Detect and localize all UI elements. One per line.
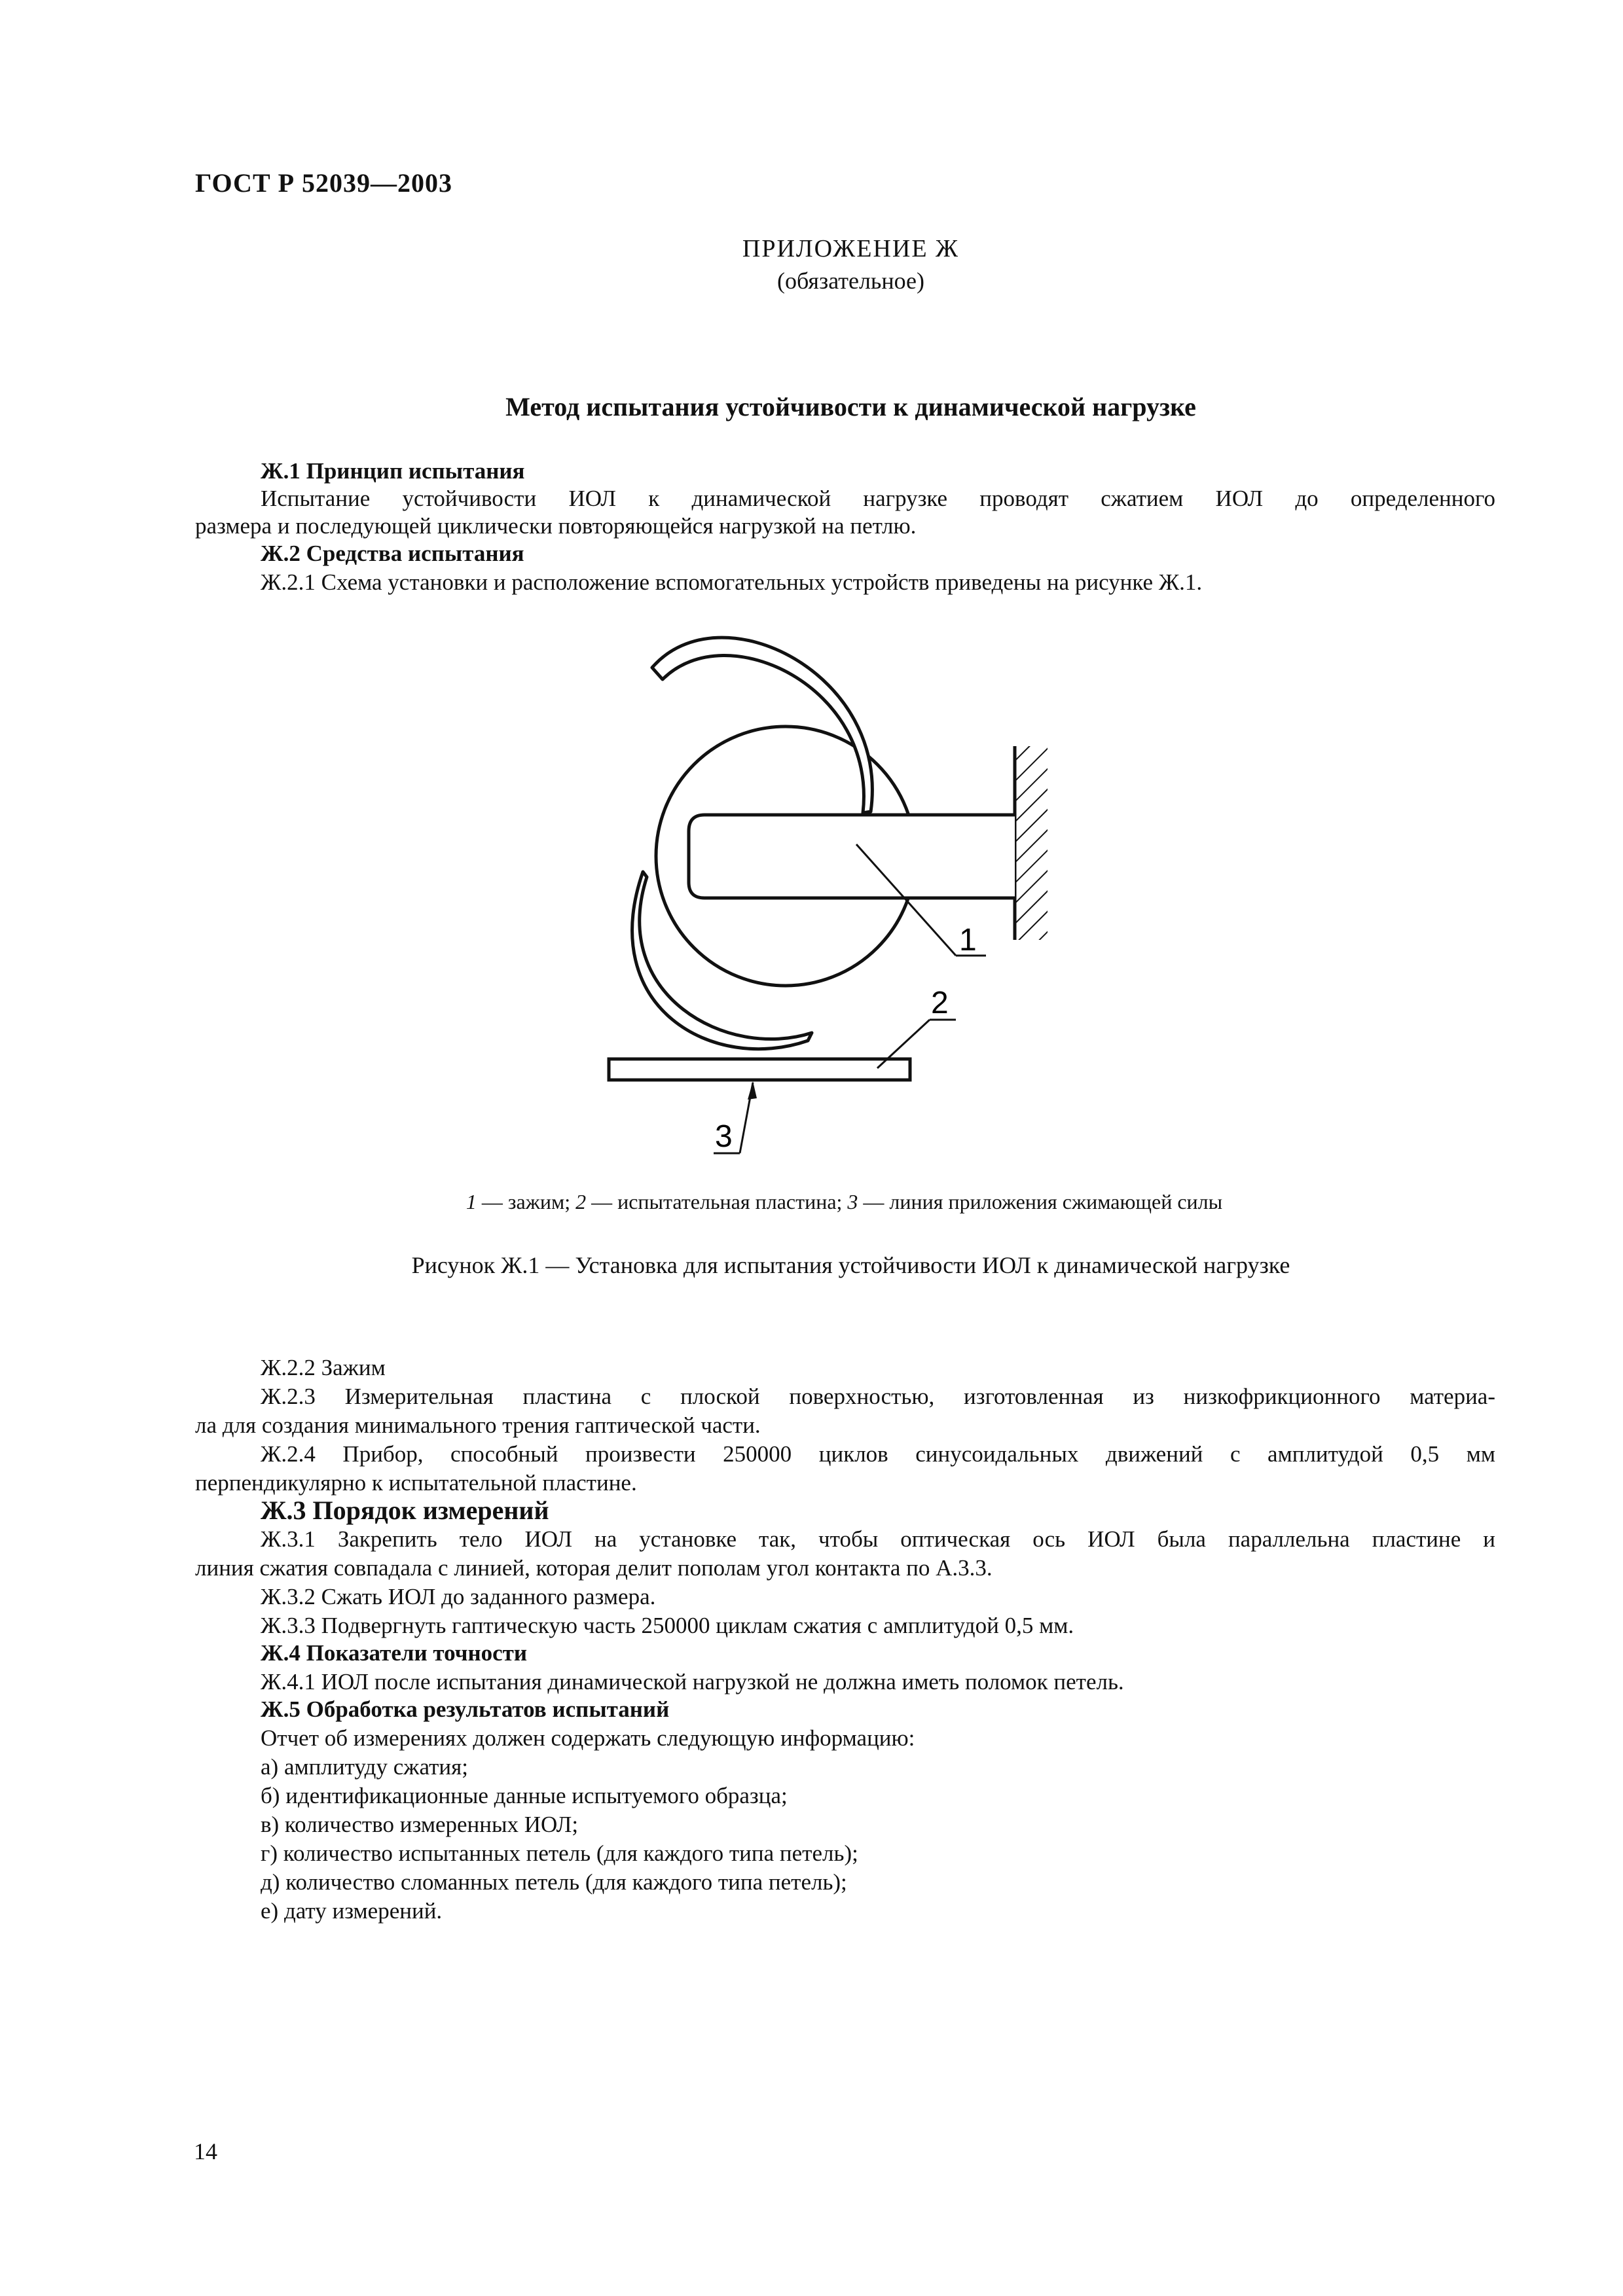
haptic-loop-upper xyxy=(652,637,872,813)
figure-label-1: 1 xyxy=(959,923,977,958)
section-1-text-line-2: размера и последующей циклически повторяющейся нагрузкой на петлю. xyxy=(195,513,917,539)
report-item: а) амплитуду сжатия; xyxy=(261,1754,468,1780)
section-3-heading: Ж.3 Порядок измерений xyxy=(261,1496,549,1525)
report-item: г) количество испытанных петель (для каждого типа петель); xyxy=(261,1840,858,1866)
annex-subtitle: (обязательное) xyxy=(777,268,924,294)
document-id: ГОСТ Р 52039—2003 xyxy=(195,168,453,198)
figure-label-3: 3 xyxy=(715,1119,733,1154)
clause-2-3-line-1: Ж.2.3 Измерительная пластина с плоской поверхностью, изготовленная из низкофрикционного материа- xyxy=(261,1384,1495,1409)
section-1-text-line-1: Испытание устойчивости ИОЛ к динамической нагрузке проводят сжатием ИОЛ до определенного xyxy=(261,486,1495,511)
report-item: д) количество сломанных петель (для каждого типа петель); xyxy=(261,1869,847,1895)
clause-2-1: Ж.2.1 Схема установки и расположение вспомогательных устройств приведены на рисунке Ж.1. xyxy=(261,569,1203,595)
figure-key xyxy=(0,1190,1623,1214)
page-number: 14 xyxy=(194,2138,217,2164)
clause-4-1: Ж.4.1 ИОЛ после испытания динамической нагрузкой не должна иметь поломок петель. xyxy=(261,1669,1124,1695)
figure-title: Рисунок Ж.1 — Установка для испытания устойчивости ИОЛ к динамической нагрузке xyxy=(411,1252,1290,1278)
section-4-heading: Ж.4 Показатели точности xyxy=(261,1640,528,1666)
clause-2-4-line-2: перпендикулярно к испытательной пластине. xyxy=(195,1470,637,1496)
section-5-intro: Отчет об измерениях должен содержать следующую информацию: xyxy=(261,1725,915,1751)
clause-3-2: Ж.3.2 Сжать ИОЛ до заданного размера. xyxy=(261,1584,656,1609)
clause-3-1-line-1: Ж.3.1 Закрепить тело ИОЛ на установке так, чтобы оптическая ось ИОЛ была параллельна пластине и xyxy=(261,1526,1495,1552)
report-item: б) идентификационные данные испытуемого образца; xyxy=(261,1783,788,1808)
clamp-arm xyxy=(689,815,1015,898)
figure-label-2: 2 xyxy=(931,986,949,1020)
report-item: е) дату измерений. xyxy=(261,1898,443,1924)
report-item: в) количество измеренных ИОЛ; xyxy=(261,1812,579,1837)
clause-2-4-line-1: Ж.2.4 Прибор, способный произвести 250000 циклов синусоидальных движений с амплитудой 0,5 мм xyxy=(261,1441,1495,1467)
key-3-number: 3 xyxy=(847,1190,858,1213)
figure-setup-diagram xyxy=(589,615,1048,1191)
key-2-text: — испытательная пластина; xyxy=(586,1190,848,1213)
section-2-heading: Ж.2 Средства испытания xyxy=(261,541,524,566)
section-5-heading: Ж.5 Обработка результатов испытаний xyxy=(261,1696,670,1722)
key-2-number: 2 xyxy=(575,1190,587,1213)
clause-3-3: Ж.3.3 Подвергнуть гаптическую часть 250000 циклам сжатия с амплитудой 0,5 мм. xyxy=(261,1613,1074,1638)
test-plate xyxy=(609,1059,910,1080)
clause-3-1-line-2: линия сжатия совпадала с линией, которая делит пополам угол контакта по А.3.3. xyxy=(195,1555,993,1581)
annex-title: ПРИЛОЖЕНИЕ Ж xyxy=(742,235,960,262)
key-1-text: — зажим; xyxy=(476,1190,576,1213)
key-3-text: — линия приложения сжимающей силы xyxy=(858,1190,1223,1213)
clause-2-2: Ж.2.2 Зажим xyxy=(261,1355,386,1380)
method-title: Метод испытания устойчивости к динамической нагрузке xyxy=(505,392,1196,422)
section-1-heading: Ж.1 Принцип испытания xyxy=(261,458,525,484)
clause-2-3-line-2: ла для создания минимального трения гаптической части. xyxy=(195,1412,761,1438)
wall-hatch xyxy=(1015,746,1048,940)
key-1-number: 1 xyxy=(465,1190,477,1213)
